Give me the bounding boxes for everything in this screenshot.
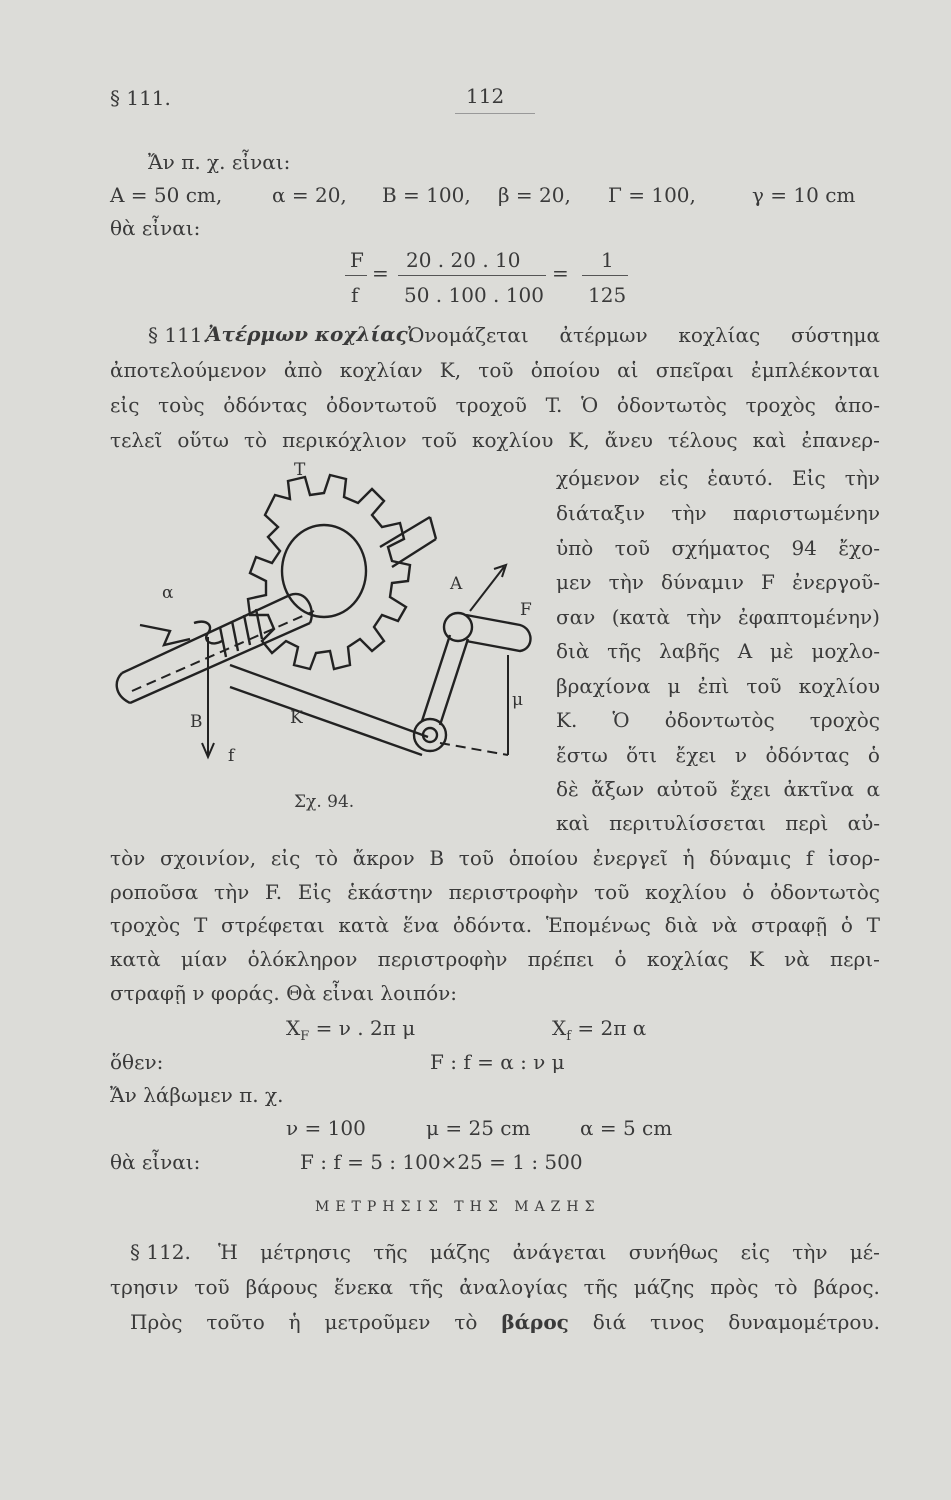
force-F-arrow [470,565,506,611]
label-mu: μ [512,690,524,710]
mu-dashed [440,743,508,755]
example-value-5: Γ = 100, [608,183,696,207]
left-bracket [140,625,190,645]
side-line-10: καὶ περιτυλίσσεται περὶ αὐ- [556,811,880,835]
side-line-2: ὑπὸ τοῦ σχήματος 94 ἔχο- [556,536,880,560]
label-alpha: α [162,583,174,603]
handle-grip [466,615,531,651]
fraction-lhs-num: F [350,248,364,272]
header-rule [455,113,535,114]
side-line-5: διὰ τῆς λαβῆς A μὲ μοχλο- [556,639,880,663]
section-heading: ΜΕΤΡΗΣΙΣ ΤΗΣ ΜΑΖΗΣ [315,1199,601,1215]
header-section: § 111. [110,86,171,110]
value-mu: μ = 25 cm [426,1116,531,1140]
fraction-bar-1 [345,275,367,276]
result-equation: F : f = 5 : 100×25 = 1 : 500 [300,1150,583,1174]
section-111-line-3: τελεῖ οὕτω τὸ περικόχλιον τοῦ κοχλίου K, ἄνευ τέλους καὶ ἐπανερ- [110,428,880,452]
example-value-1: A = 50 cm, [110,183,223,207]
section-111-line-2: εἰς τοὺς ὀδόντας ὀδοντωτοῦ τροχοῦ T. Ὁ ὀδοντωτὸς τροχὸς ἀπο- [110,393,880,417]
label-A: A [450,574,463,594]
crank-rod [230,665,428,755]
if-take-label: Ἄν λάβωμεν π. χ. [110,1083,284,1107]
side-line-8: ἔστω ὅτι ἔχει ν ὀδόντας ὁ [556,743,880,767]
after-last-line: στραφῇ ν φοράς. Θὰ εἶναι λοιπόν: [110,981,458,1005]
hence-label: ὅθεν: [110,1050,164,1074]
fraction-rhs-den: 125 [588,283,627,307]
figure-caption: Σχ. 94. [294,792,355,812]
after-line-3: κατὰ μίαν ὁλόκληρον περιστροφὴν πρέπει ὁ κοχλίας K νὰ περι- [110,947,880,971]
fraction-eq-1: = [372,261,389,285]
after-line-0: τὸν σχοινίον, εἰς τὸ ἄκρον B τοῦ ὁποίου ἐνεργεῖ ἡ δύναμις f ἰσορ- [110,846,880,870]
side-line-3: μεν τὴν δύναμιν F ἐνεργοῦ- [556,570,880,594]
fraction-mid-num: 20 . 20 . 10 [406,248,521,272]
example-value-2: α = 20, [272,183,347,207]
result-label: θὰ εἶναι: [110,1150,201,1174]
example-result-label: θὰ εἶναι: [110,216,201,240]
equation-XF: $X_F = \nu$ . 2π μ [286,1016,416,1044]
equation-Xf: $X_f = 2\pi$ α [552,1016,647,1044]
section-112-line-1: τρησιν τοῦ βάρους ἕνεκα τῆς ἀναλογίας τῆς μάζης πρὸς τὸ βάρος. [110,1275,880,1299]
label-B: B [190,712,203,732]
fraction-bar-3 [582,275,628,276]
side-line-1: διάταξιν τὴν παριστωμένην [556,501,880,525]
axis-line [132,611,314,691]
side-line-0: χόμενον εἰς ἑαυτό. Εἰς τὴν [556,466,880,490]
section-111-line-1: ἀποτελούμενον ἀπὸ κοχλίαν K, τοῦ ὁποίου αἱ σπεῖραι ἐμπλέκονται [110,358,880,382]
section-111-title: Ἀτέρμων κοχλίας. [206,322,415,346]
side-line-6: βραχίονα μ ἐπὶ τοῦ κοχλίου [556,674,880,698]
value-nu: ν = 100 [286,1116,366,1140]
fraction-lhs-den: f [351,283,359,307]
label-F: F [520,600,532,620]
side-line-7: K. Ὁ ὀδοντωτὸς τροχὸς [556,708,880,732]
example-intro: Ἄν π. χ. εἶναι: [148,150,291,174]
fraction-rhs-num: 1 [601,248,614,272]
after-line-2: τροχὸς T στρέφεται κατὰ ἕνα ὀδόντα. Ἑπομένως διὰ νὰ στραφῇ ὁ T [110,913,880,937]
label-f: f [228,746,235,766]
section-111-line-0: Ὀνομάζεται ἀτέρμων κοχλίας σύστημα [408,323,880,347]
side-line-9: δὲ ἄξων αὐτοῦ ἔχει ἀκτῖνα α [556,777,880,801]
value-alpha: α = 5 cm [580,1116,673,1140]
example-value-6: γ = 10 cm [752,183,856,207]
example-value-4: β = 20, [498,183,571,207]
fraction-bar-2 [398,275,546,276]
page-number: 112 [466,84,505,108]
worm-left-end [117,673,130,703]
worm-shaft [122,594,312,703]
ratio-equation: F : f = α : ν μ [430,1050,565,1074]
fraction-eq-2: = [552,261,569,285]
gear-hub [282,525,366,617]
section-111-number: § 111. [148,323,209,347]
label-K: K [290,708,303,728]
section-112-number: § 112. [130,1240,191,1264]
after-line-1: ροποῦσα τὴν F. Εἰς ἑκάστην περιστροφὴν τοῦ κοχλίου ὁ ὀδοντωτὸς [110,880,880,904]
side-line-4: σαν (κατὰ τὴν ἐφαπτομένην) [556,605,880,629]
fraction-mid-den: 50 . 100 . 100 [404,283,544,307]
label-T: T [294,460,306,480]
crank-arm [422,635,468,725]
example-value-3: B = 100, [382,183,471,207]
section-112-line-2: Πρὸς τοῦτο ἡ μετροῦμεν τὸ βάρος διά τινος δυναμομέτρου. [130,1310,880,1334]
worm-gear-figure [110,455,550,810]
section-112-line-0: Ἡ μέτρησις τῆς μάζης ἀνάγεται συνήθως εἰς τὴν μέ- [218,1240,880,1264]
handle-pivot [444,613,472,641]
